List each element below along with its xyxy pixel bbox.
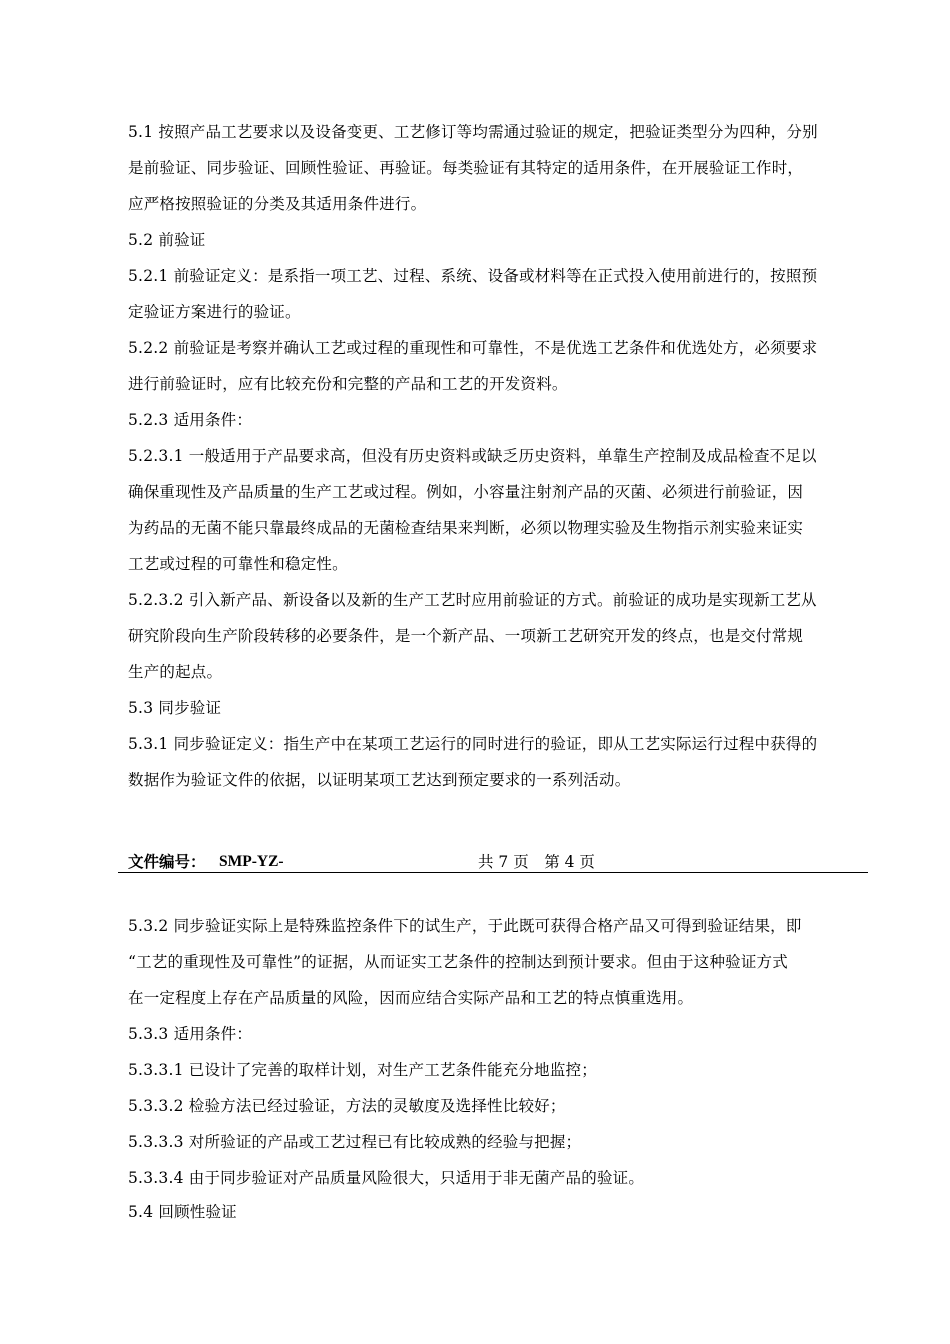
paragraph-line: 5.1 按照产品工艺要求以及设备变更、工艺修订等均需通过验证的规定，把验证类型分为四种，分别 [128, 123, 818, 141]
paragraph-line: 5.2.1 前验证定义：是系指一项工艺、过程、系统、设备或材料等在正式投入使用前进行的，按照预 [128, 267, 818, 285]
paragraph-line: 5.3.1 同步验证定义：指生产中在某项工艺运行的同时进行的验证，即从工艺实际运行过程中获得的 [128, 735, 818, 753]
paragraph-line: 确保重现性及产品质量的生产工艺或过程。例如，小容量注射剂产品的灭菌、必须进行前验证，因 [128, 483, 804, 501]
paragraph-line: 定验证方案进行的验证。 [128, 303, 301, 321]
paragraph-line: 在一定程度上存在产品质量的风险，因而应结合实际产品和工艺的特点慎重选用。 [128, 989, 694, 1007]
paragraph-line: 5.2.3.1 一般适用于产品要求高，但没有历史资料或缺乏历史资料，单靠生产控制及成品检查不足以 [128, 447, 817, 465]
section-heading: 5.4 回顾性验证 [128, 1203, 237, 1221]
list-item: 5.3.3.2 检验方法已经过验证，方法的灵敏度及选择性比较好； [128, 1097, 566, 1115]
file-number-code: SMP-YZ- [219, 853, 284, 870]
paragraph-line: “工艺的重现性及可靠性”的证据，从而证实工艺条件的控制达到预计要求。但由于这种验证方式 [128, 953, 788, 971]
page-count: 共 7 页 第 4 页 [478, 853, 595, 871]
list-item: 5.3.3.4 由于同步验证对产品质量风险很大，只适用于非无菌产品的验证。 [128, 1169, 645, 1187]
list-item: 5.3.3.1 已设计了完善的取样计划，对生产工艺条件能充分地监控； [128, 1061, 597, 1079]
section-heading: 5.3 同步验证 [128, 699, 222, 717]
paragraph-line: 生产的起点。 [128, 663, 223, 681]
paragraph-line: 研究阶段向生产阶段转移的必要条件，是一个新产品、一项新工艺研究开发的终点，也是交付常规 [128, 627, 804, 645]
paragraph-line: 工艺或过程的可靠性和稳定性。 [128, 555, 348, 573]
paragraph-line: 5.3.2 同步验证实际上是特殊监控条件下的试生产，于此既可获得合格产品又可得到验证结果，即 [128, 917, 802, 935]
section-heading: 5.3.3 适用条件： [128, 1025, 253, 1043]
paragraph-line: 5.2.2 前验证是考察并确认工艺或过程的重现性和可靠性，不是优选工艺条件和优选处方，必须要求 [128, 339, 818, 357]
paragraph-line: 进行前验证时，应有比较充份和完整的产品和工艺的开发资料。 [128, 375, 568, 393]
section-heading: 5.2 前验证 [128, 231, 206, 249]
paragraph-line: 5.2.3.2 引入新产品、新设备以及新的生产工艺时应用前验证的方式。前验证的成功是实现新工艺从 [128, 591, 817, 609]
paragraph-line: 应严格按照验证的分类及其适用条件进行。 [128, 195, 427, 213]
paragraph-line: 是前验证、同步验证、回顾性验证、再验证。每类验证有其特定的适用条件，在开展验证工作时， [128, 159, 804, 177]
file-number-label: 文件编号： [128, 852, 206, 871]
section-heading: 5.2.3 适用条件： [128, 411, 253, 429]
paragraph-line: 数据作为验证文件的依据，以证明某项工艺达到预定要求的一系列活动。 [128, 771, 631, 789]
paragraph-line: 为药品的无菌不能只靠最终成品的无菌检查结果来判断，必须以物理实验及生物指示剂实验来证实 [128, 519, 804, 537]
page-header [118, 852, 868, 873]
list-item: 5.3.3.3 对所验证的产品或工艺过程已有比较成熟的经验与把握； [128, 1133, 582, 1151]
